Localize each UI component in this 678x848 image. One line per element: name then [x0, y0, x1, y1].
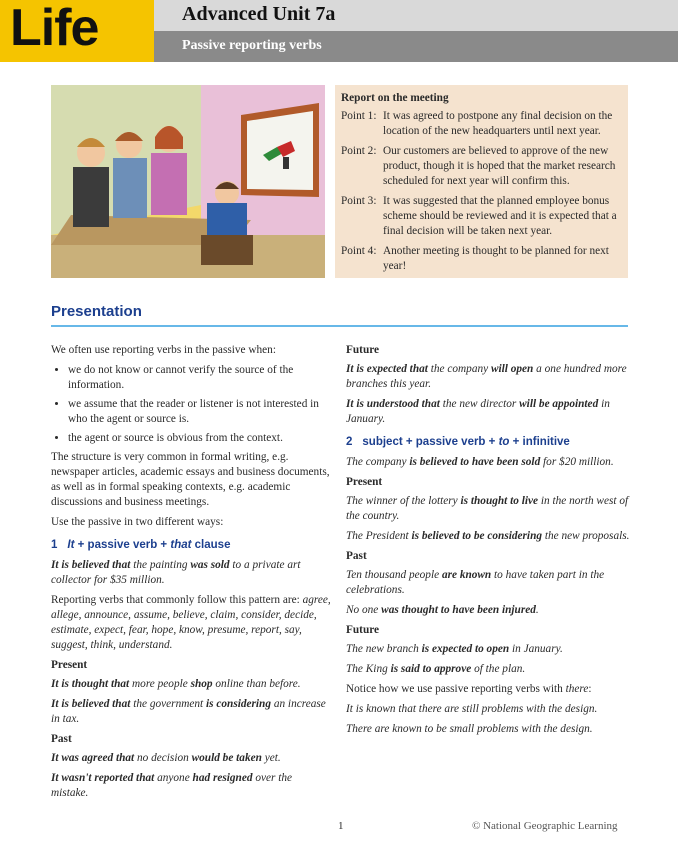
notice-part: there: [565, 683, 589, 695]
logo-text: Life: [10, 0, 99, 57]
point-label: Point 2:: [341, 145, 377, 157]
example-sentence: [346, 603, 631, 618]
report-point: [341, 144, 622, 189]
ex-part: is considering: [206, 698, 271, 710]
report-point: [341, 244, 622, 274]
example-sentence: [346, 529, 631, 544]
ex-part: .: [535, 604, 539, 616]
heading-b: + infinitive: [512, 436, 570, 448]
unit-title-bar: [154, 0, 678, 31]
section-number: 2: [346, 436, 353, 448]
ex-part: It was agreed that: [51, 752, 135, 764]
report-point: [341, 109, 622, 139]
ex-part: of the plan.: [474, 663, 526, 675]
section-1-heading: [51, 538, 331, 553]
unit-title: Advanced Unit 7a: [182, 3, 336, 25]
usage-list: [51, 363, 331, 446]
past-subheading: Past: [346, 550, 367, 562]
page-number: 1: [338, 820, 344, 832]
ex-part: would be taken: [191, 752, 262, 764]
ex-part: for $20 million.: [543, 456, 614, 468]
ex-part: The President: [346, 530, 409, 542]
section-rule: [51, 325, 628, 327]
example-sentence: [346, 568, 631, 598]
ex-part: in the north west of the country.: [346, 495, 629, 522]
point-label: Point 3:: [341, 195, 377, 207]
heading-a: subject + passive verb +: [362, 436, 496, 448]
ex-part: is said to approve: [390, 663, 472, 675]
example-sentence: [346, 397, 631, 427]
ex-part: The King: [346, 663, 388, 675]
ex-part: was thought to have been injured: [381, 604, 536, 616]
left-column: [51, 343, 331, 806]
ex-part: is believed to have been sold: [409, 456, 541, 468]
meeting-illustration: [51, 85, 325, 278]
ex-part: a one hundred more branches this year.: [346, 363, 627, 390]
life-logo: [0, 0, 154, 62]
presentation-heading: Presentation: [51, 303, 142, 320]
ex-part: to have taken part in the celebrations.: [346, 569, 605, 596]
ex-part: It is thought that: [51, 678, 130, 690]
ex-part: will open: [490, 363, 534, 375]
notice-text: [346, 682, 631, 697]
verbs-intro: Reporting verbs that commonly follow this pattern are:: [51, 594, 300, 606]
point-text: Our customers are believed to approve of the new product, though it is hoped that the market research scheduled for next year will confirm this.: [383, 145, 616, 187]
ex-part: no decision: [137, 752, 189, 764]
verbs-list: agree, allege, announce, assume, believe, claim, consider, decide, estimate, expect, fear, hope, know, presume, report, say, suggest, think, understand.: [51, 594, 331, 651]
heading-it: It: [67, 539, 75, 551]
section-2-heading: [346, 435, 631, 450]
ex-part: the government: [133, 698, 204, 710]
ex-part: in January.: [346, 398, 610, 425]
ex-part: It wasn't reported that: [51, 772, 155, 784]
ex-part: the new proposals.: [544, 530, 630, 542]
two-ways-text: Use the passive in two different ways:: [51, 516, 224, 528]
structure-text: The structure is very common in formal writing, e.g. newspaper articles, academic essays and business documents, as well as in formal speaking contexts, e.g. academic discussions and business meetings.: [51, 451, 330, 508]
ex-part: to a private art collector for $35 million.: [51, 559, 301, 586]
ex-part: It is believed that: [51, 559, 131, 571]
ex-part: The winner of the lottery: [346, 495, 458, 507]
ex-part: It is believed that: [51, 698, 131, 710]
section-number: 1: [51, 539, 58, 551]
ex-part: The company: [346, 456, 407, 468]
ex-part: The new branch: [346, 643, 419, 655]
example-sentence: [51, 771, 331, 801]
ex-part: in January.: [511, 643, 563, 655]
notice-part: Notice how we use passive reporting verbs with: [346, 683, 563, 695]
past-subheading: Past: [51, 733, 72, 745]
ex-part: is expected to open: [421, 643, 510, 655]
list-item: • we do not know or cannot verify the source of the information.: [68, 363, 331, 393]
ex-part: Ten thousand people: [346, 569, 440, 581]
example-sentence: [51, 697, 331, 727]
copyright: © National Geographic Learning: [472, 820, 618, 832]
ex-part: is believed to be considering: [411, 530, 543, 542]
point-label: Point 1:: [341, 110, 377, 122]
ex-part: yet.: [264, 752, 281, 764]
heading-that: that: [170, 539, 192, 551]
example-sentence: There are known to be small problems with the design.: [346, 723, 593, 735]
example-sentence: [346, 362, 631, 392]
report-title: Report on the meeting: [341, 92, 449, 104]
verbs-paragraph: [51, 593, 331, 653]
ex-part: is thought to live: [460, 495, 539, 507]
example-sentence: [51, 558, 331, 588]
report-box: [335, 85, 628, 278]
point-text: Another meeting is thought to be planned for next year!: [383, 245, 609, 272]
ex-part: will be appointed: [519, 398, 599, 410]
ex-part: online than before.: [215, 678, 301, 690]
heading-mid: + passive verb +: [77, 539, 168, 551]
ex-part: shop: [190, 678, 213, 690]
notice-part: :: [588, 683, 592, 695]
point-label: Point 4:: [341, 245, 377, 257]
ex-part: had resigned: [192, 772, 253, 784]
example-sentence: [51, 677, 331, 692]
ex-part: was sold: [190, 559, 230, 571]
example-sentence: It is known that there are still problems with the design.: [346, 703, 598, 715]
unit-subtitle: Passive reporting verbs: [182, 38, 322, 53]
list-item: • we assume that the reader or listener is not interested in who the agent or source is.: [68, 397, 331, 427]
ex-part: the painting: [133, 559, 188, 571]
heading-to: to: [498, 436, 510, 448]
ex-part: No one: [346, 604, 379, 616]
future-subheading: Future: [346, 344, 380, 356]
point-text: It was agreed to postpone any final decision on the location of the new headquarters until next year.: [383, 110, 613, 137]
ex-part: It is expected that: [346, 363, 428, 375]
ex-part: more people: [132, 678, 188, 690]
ex-part: the company: [430, 363, 489, 375]
present-subheading: Present: [51, 659, 88, 671]
report-point: [341, 194, 622, 239]
example-sentence: [346, 642, 631, 657]
point-text: It was suggested that the planned employee bonus scheme should be reviewed and it is expected that a final decision will be taken next year.: [383, 195, 617, 237]
intro-text: We often use reporting verbs in the passive when:: [51, 344, 276, 356]
subtitle-bar: [154, 31, 678, 62]
ex-part: the new director: [442, 398, 517, 410]
future-subheading: Future: [346, 624, 380, 636]
ex-part: over the mistake.: [51, 772, 293, 799]
example-sentence: [51, 751, 331, 766]
ex-part: an increase in tax.: [51, 698, 326, 725]
ex-part: It is understood that: [346, 398, 440, 410]
example-sentence: [346, 455, 631, 470]
heading-end: clause: [194, 539, 231, 551]
example-sentence: [346, 494, 631, 524]
right-column: [346, 343, 631, 742]
list-item: • the agent or source is obvious from the context.: [68, 431, 331, 446]
example-sentence: [346, 662, 631, 677]
ex-part: are known: [441, 569, 492, 581]
present-subheading: Present: [346, 476, 383, 488]
ex-part: anyone: [157, 772, 190, 784]
